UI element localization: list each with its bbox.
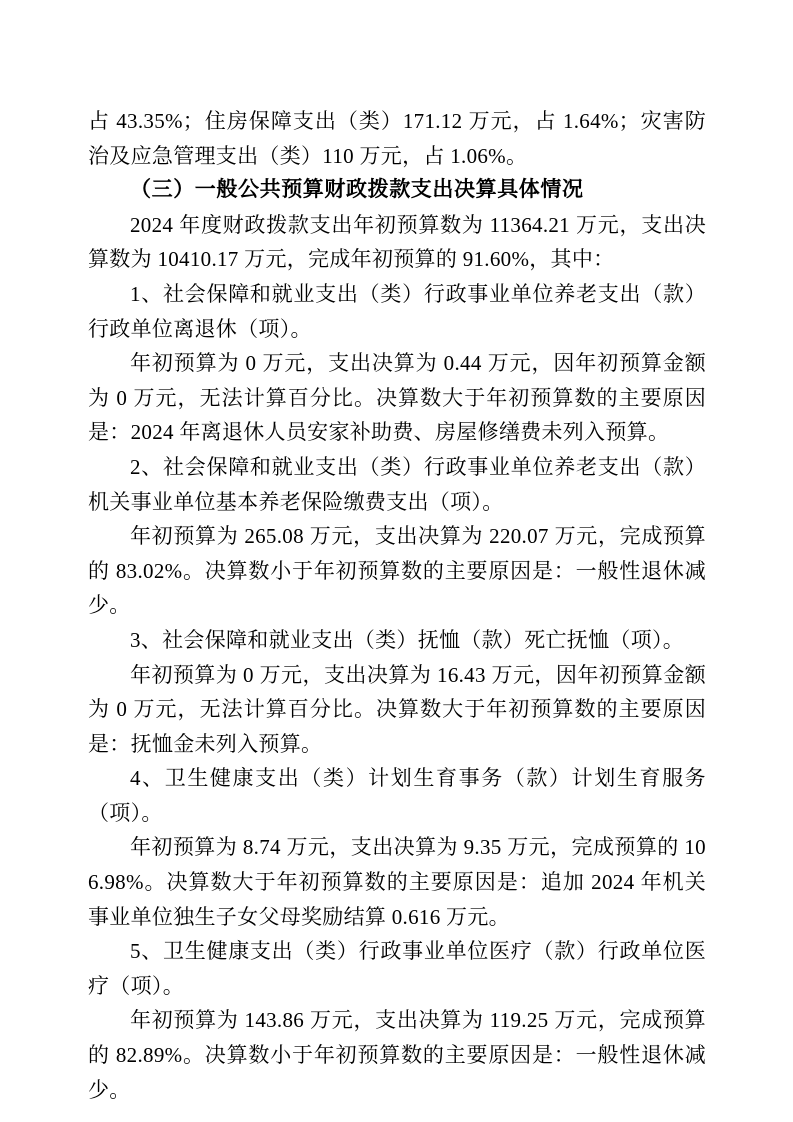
body-paragraph: 年初预算为 0 万元，支出决算为 0.44 万元，因年初预算金额为 0 万元，无法计算百分比。决算数大于年初预算数的主要原因是：2024 年离退休人员安家补助费、房屋修缮费未列入预算。 [88,351,706,445]
document-body [88,104,706,1107]
paragraph-continuation: 占 43.35%；住房保障支出（类）171.12 万元，占 1.64%；灾害防治及应急管理支出（类）110 万元，占 1.06%。 [88,109,706,168]
body-paragraph: 年初预算为 265.08 万元，支出决算为 220.07 万元，完成预算的 83.02%。决算数小于年初预算数的主要原因是：一般性退休减少。 [88,524,706,618]
body-paragraph: 2、社会保障和就业支出（类）行政事业单位养老支出（款）机关事业单位基本养老保险缴费支出（项）。 [88,454,706,514]
body-paragraph: 4、卫生健康支出（类）计划生育事务（款）计划生育服务（项）。 [88,766,706,825]
body-paragraph: 年初预算为 143.86 万元，支出决算为 119.25 万元，完成预算的 82.89%。决算数小于年初预算数的主要原因是：一般性退休减少。 [88,1008,706,1102]
body-paragraph: 年初预算为 0 万元，支出决算为 16.43 万元，因年初预算金额为 0 万元，无法计算百分比。决算数大于年初预算数的主要原因是：抚恤金未列入预算。 [88,662,706,756]
section-heading: （三）一般公共预算财政拨款支出决算具体情况 [130,178,584,202]
body-paragraph: 2024 年度财政拨款支出年初预算数为 11364.21 万元，支出决算数为 10410.17 万元，完成年初预算的 91.60%，其中： [88,212,706,272]
body-paragraph: 5、卫生健康支出（类）行政事业单位医疗（款）行政单位医疗（项）。 [88,939,706,998]
body-paragraph: 1、社会保障和就业支出（类）行政事业单位养老支出（款）行政单位离退休（项）。 [88,281,706,341]
body-paragraph: 3、社会保障和就业支出（类）抚恤（款）死亡抚恤（项）。 [130,627,685,652]
body-paragraph: 年初预算为 8.74 万元，支出决算为 9.35 万元，完成预算的 106.98%。决算数大于年初预算数的主要原因是：追加 2024 年机关事业单位独生子女父母奖励结算 0.616 万元。 [88,835,706,929]
